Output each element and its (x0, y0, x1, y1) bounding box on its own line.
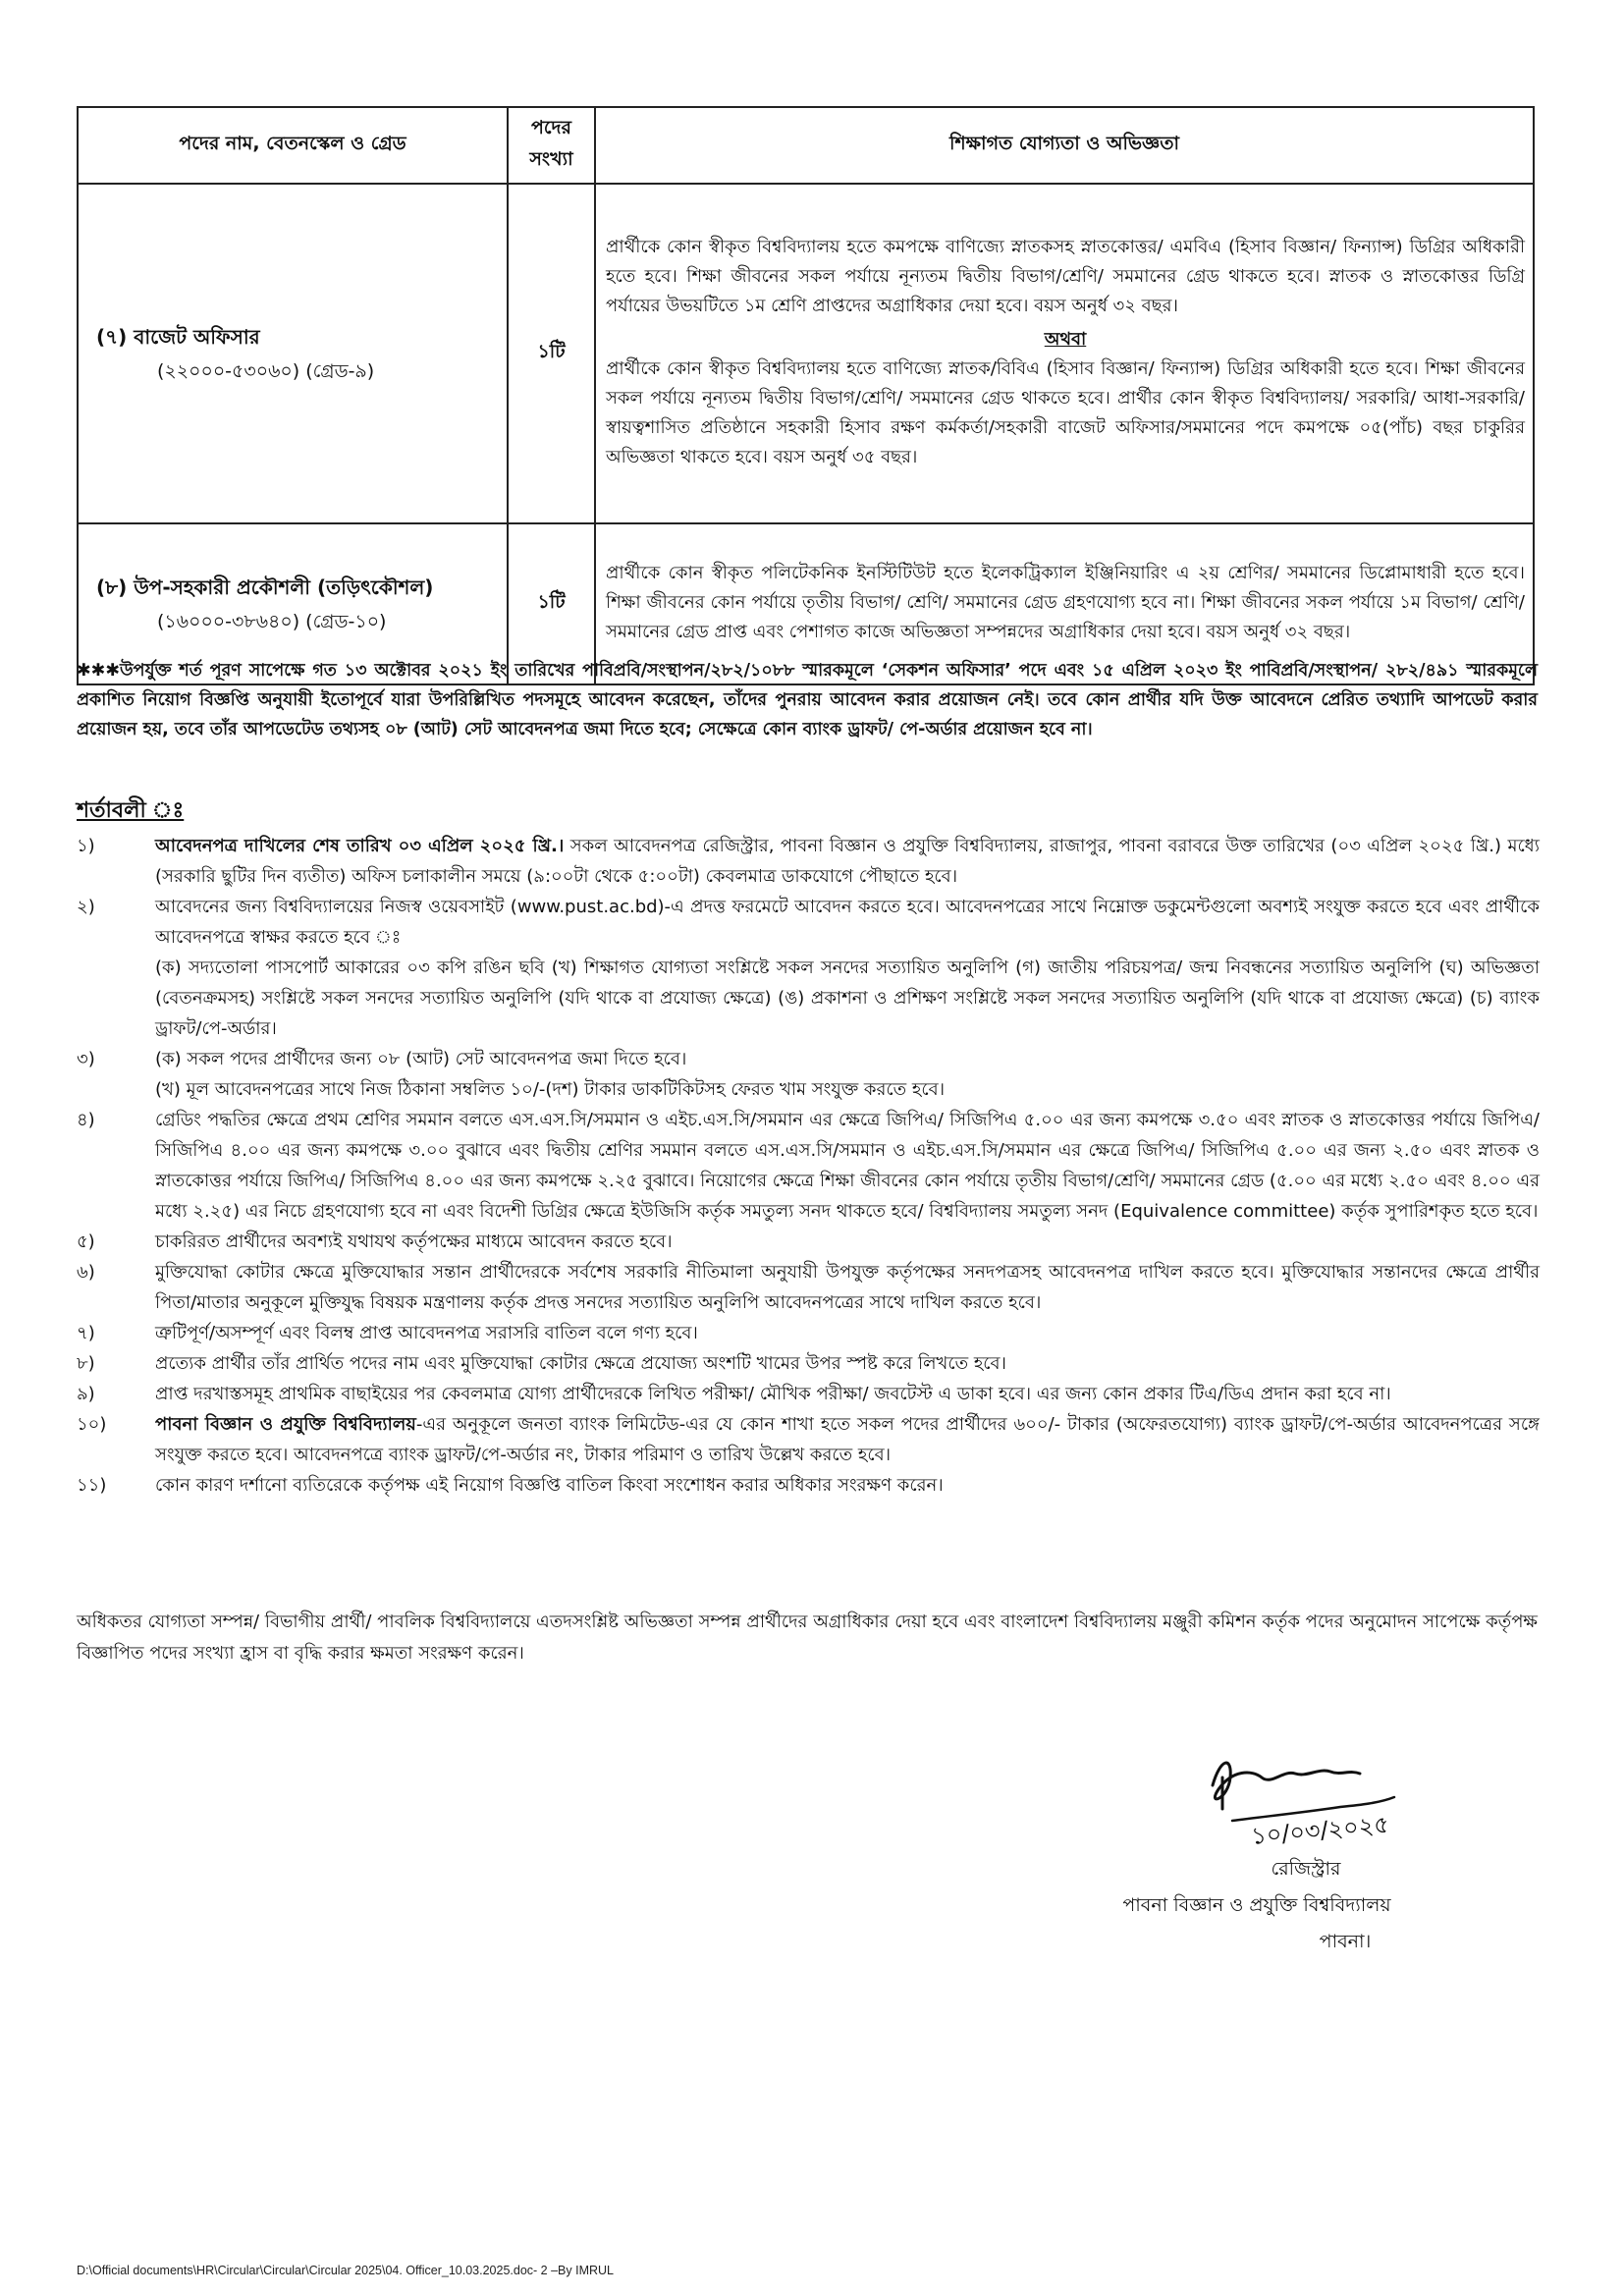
post-name: (৮) উপ-সহকারী প্রকৌশলী (তড়িৎকৌশল) (96, 575, 434, 599)
post-name: (৭) বাজেট অফিসার (96, 325, 260, 349)
conditions-list (77, 831, 1540, 1501)
list-item (77, 1348, 1540, 1379)
signatory-title: রেজিস্ট্রার (1271, 1858, 1341, 1880)
list-item (77, 892, 1540, 1044)
qualification-text: প্রার্থীকে কোন স্বীকৃত বিশ্ববিদ্যালয় হতে কমপক্ষে বাণিজ্যে স্নাতকসহ স্নাতকোত্তর/ এমবিএ (হিসাব বিজ্ঞান/ ফিন্যান্স) ডিগ্রির অধিকারী হতে হবে। শিক্ষা জীবনের সকল পর্যায়ে নূন্যতম দ্বিতীয় বিভাগ/শ্রেণি/ সমমানের গ্রেড থাকতে হবে। স্নাতক ও স্নাতকোত্তর ডিগ্রি পর্যায়ের উভয়টিতে ১ম শ্রেণি প্রাপ্তদের অগ্রাধিকার দেয়া হবে। বয়স অনুর্ধ ৩২ বছর। (606, 237, 1525, 316)
condition-body: কোন কারণ দর্শানো ব্যতিরেকে কর্তৃপক্ষ এই নিয়োগ বিজ্ঞপ্তি বাতিল কিংবা সংশোধন করার অধিকার সংরক্ষণ করেন। (155, 1475, 944, 1496)
signatory-institution: পাবনা বিজ্ঞান ও প্রযুক্তি বিশ্ববিদ্যালয় (1122, 1894, 1391, 1916)
condition-sub: (খ) মূল আবেদনপত্রের সাথে নিজ ঠিকানা সম্বলিত ১০/-(দশ) টাকার ডাকটিকিটসহ ফেরত খাম সংযুক্ত করতে হবে। (155, 1079, 946, 1100)
closing-paragraph: অধিকতর যোগ্যতা সম্পন্ন/ বিভাগীয় প্রার্থী/ পাবলিক বিশ্ববিদ্যালয়ে এতদসংশ্লিষ্ট অভিজ্ঞতা সম্পন্ন প্রার্থীদের অগ্রাধিকার দেয়া হবে এবং বাংলাদেশ বিশ্ববিদ্যালয় মঞ্জুরী কমিশন কর্তৃক পদের অনুমোদন সাপেক্ষে কর্তৃপক্ষ বিজ্ঞাপিত পদের সংখ্যা হ্রাস বা বৃদ্ধি করার ক্ষমতা সংরক্ষণ করেন। (77, 1612, 1538, 1664)
condition-number: ৭) (77, 1323, 95, 1343)
list-item (77, 1105, 1540, 1227)
condition-number: ৯) (77, 1384, 95, 1404)
condition-body: আবেদনের জন্য বিশ্ববিদ্যালয়ের নিজস্ব ওয়েবসাইট (www.pust.ac.bd)-এ প্রদত্ত ফরমেটে আবেদন করতে হবে। আবেদনপত্রের সাথে নিম্নোক্ত ডকুমেন্টগুলো অবশ্যই সংযুক্ত করতে হবে এবং প্রার্থীকে আবেদনপত্রে স্বাক্ষর করতে হবে ঃ (155, 897, 1540, 948)
condition-body: চাকরিরত প্রার্থীদের অবশ্যই যথাযথ কর্তৃপক্ষের মাধ্যমে আবেদন করতে হবে। (155, 1231, 673, 1252)
condition-number: ১১) (77, 1475, 107, 1496)
condition-bold: পাবনা বিজ্ঞান ও প্রযুক্তি বিশ্ববিদ্যালয় (155, 1414, 416, 1435)
table-row (78, 184, 1534, 523)
condition-number: ৫) (77, 1231, 95, 1252)
post-cell (78, 184, 508, 523)
header-qualification: শিক্ষাগত যোগ্যতা ও অভিজ্ঞতা (595, 107, 1534, 184)
condition-body: সকল আবেদনপত্র রেজিস্ট্রার, পাবনা বিজ্ঞান ও প্রযুক্তি বিশ্ববিদ্যালয়, রাজাপুর, পাবনা বরাবরে উক্ত তারিখের (০৩ এপ্রিল ২০২৫ খ্রি.) মধ্যে (সরকারি ছুটির দিন ব্যতীত) অফিস চলাকালীন সময়ে (৯:০০টা থেকে ৫:০০টা) কেবলমাত্র ডাকযোগে পৌছাতে হবে। (155, 836, 1540, 887)
list-item (77, 1227, 1540, 1257)
list-item (77, 1044, 1540, 1105)
table-header-row (78, 107, 1534, 184)
condition-number: ১০) (77, 1414, 107, 1435)
condition-text (155, 831, 1540, 892)
condition-sub: (ক) সদ্যতোলা পাসপোর্ট আকারের ০৩ কপি রঙিন ছবি (খ) শিক্ষাগত যোগ্যতা সংশ্লিষ্টে সকল সনদের সত্যায়িত অনুলিপি (গ) জাতীয় পরিচয়পত্র/ জন্ম নিবন্ধনের সত্যায়িত অনুলিপি (ঘ) অভিজ্ঞতা (বেতনক্রমসহ) সংশ্লিষ্টে সকল সনদের সত্যায়িত অনুলিপি (যদি থাকে বা প্রযোজ্য ক্ষেত্রে) (ঙ) প্রকাশনা ও প্রশিক্ষণ সংশ্লিষ্টে সকল সনদের সত্যায়িত অনুলিপি (যদি থাকে বা প্রযোজ্য ক্ষেত্রে) (চ) ব্যাংক ড্রাফট/পে-অর্ডার। (155, 957, 1540, 1039)
condition-body: প্রত্যেক প্রার্থীর তাঁর প্রার্থিত পদের নাম এবং মুক্তিযোদ্ধা কোটার ক্ষেত্রে প্রযোজ্য অংশটি খামের উপর স্পষ্ট করে লিখতে হবে। (155, 1353, 1006, 1374)
condition-body: মুক্তিযোদ্ধা কোটার ক্ষেত্রে মুক্তিযোদ্ধার সন্তান প্রার্থীদেরকে সর্বশেষ সরকারি নীতিমালা অনুযায়ী উপযুক্ত কর্তৃপক্ষের সনদপত্রসহ আবেদনপত্র দাখিল করতে হবে। মুক্তিযোদ্ধার সন্তানদের ক্ষেত্রে প্রার্থীর পিতা/মাতার অনুকূলে মুক্তিযুদ্ধ বিষয়ক মন্ত্রণালয় কর্তৃক প্রদত্ত সনদের সত্যায়িত অনুলিপি আবেদনপত্রের সাথে দাখিল করতে হবে। (155, 1262, 1540, 1313)
posts-table (77, 106, 1535, 685)
condition-number: ১) (77, 836, 95, 856)
condition-text (155, 1409, 1540, 1470)
condition-number: ৪) (77, 1110, 95, 1130)
qualification-alt-text: প্রার্থীকে কোন স্বীকৃত বিশ্ববিদ্যালয় হতে বাণিজ্যে স্নাতক/বিবিএ (হিসাব বিজ্ঞান/ ফিন্যান্স) ডিগ্রির অধিকারী হতে হবে। শিক্ষা জীবনের সকল পর্যায়ে নূন্যতম দ্বিতীয় বিভাগ/শ্রেণি/ সমমানের গ্রেড থাকতে হবে। প্রার্থীর কোন স্বীকৃত বিশ্ববিদ্যালয়/ সরকারি/ আধা-সরকারি/ স্বায়ত্বশাসিত প্রতিষ্ঠানে সহকারী হিসাব রক্ষণ কর্মকর্তা/সহকারী বাজেট অফিসার/সমমানের পদে কমপক্ষে ০৫(পাঁচ) বছর চাকুরির অভিজ্ঞতা থাকতে হবে। বয়স অনুর্ধ ৩৫ বছর। (606, 358, 1525, 467)
signature-image (1193, 1748, 1409, 1866)
condition-body: প্রাপ্ত দরখাস্তসমূহ প্রাথমিক বাছাইয়ের পর কেবলমাত্র যোগ্য প্রার্থীদেরকে লিখিত পরীক্ষা/ মৌখিক পরীক্ষা/ জবটেস্ট এ ডাকা হবে। এর জন্য কোন প্রকার টিএ/ডিএ প্রদান করা হবে না। (155, 1384, 1391, 1404)
list-item (77, 1257, 1540, 1318)
condition-number: ৮) (77, 1353, 95, 1374)
signatory-city: পাবনা। (1319, 1931, 1372, 1952)
post-scale: (২২০০০-৫৩০৬০) (গ্রেড-৯) (157, 360, 375, 382)
qualification-cell (595, 184, 1534, 523)
condition-number: ২) (77, 897, 95, 917)
condition-body: -এর অনুকূলে জনতা ব্যাংক লিমিটেড-এর যে কোন শাখা হতে সকল পদের প্রার্থীদের ৬০০/- টাকার (অফেরতযোগ্য) ব্যাংক ড্রাফট/পে-অর্ডার আবেদনপত্রের সঙ্গে সংযুক্ত করতে হবে। আবেদনপত্রে ব্যাংক ড্রাফট/পে-অর্ডার নং, টাকার পরিমাণ ও তারিখ উল্লেখ করতে হবে। (155, 1414, 1540, 1465)
header-count: পদের সংখ্যা (508, 107, 595, 184)
condition-body: ত্রুটিপূর্ণ/অসম্পূর্ণ এবং বিলম্ব প্রাপ্ত আবেদনপত্র সরাসরি বাতিল বলে গণ্য হবে। (155, 1323, 698, 1343)
list-item (77, 1318, 1540, 1348)
condition-body: গ্রেডিং পদ্ধতির ক্ষেত্রে প্রথম শ্রেণির সমমান বলতে এস.এস.সি/সমমান ও এইচ.এস.সি/সমমান এর ক্ষেত্রে জিপিএ/ সিজিপিএ ৫.০০ এর জন্য কমপক্ষে ৩.৫০ এবং স্নাতক ও স্নাতকোত্তর পর্যায়ে জিপিএ/ সিজিপিএ ৪.০০ এর জন্য কমপক্ষে ৩.০০ বুঝাবে এবং দ্বিতীয় শ্রেণির সমমান বলতে এস.এস.সি/সমমান ও এইচ.এস.সি/সমমান এর ক্ষেত্রে জিপিএ/ সিজিপিএ ৫.০০ এর জন্য ২.৫০ এবং স্নাতক ও স্নাতকোত্তর পর্যায়ে জিপিএ/ সিজিপিএ ৪.০০ এর জন্য কমপক্ষে ২.২৫ বুঝাবে। নিয়োগের ক্ষেত্রে শিক্ষা জীবনের কোন পর্যায়ে তৃতীয় বিভাগ/শ্রেণি/ সমমানের গ্রেড (৫.০০ এর মধ্যে ২.৫০ এবং ৪.০০ এর মধ্যে ২.২৫) এর নিচে গ্রহণযোগ্য হবে না এবং বিদেশী ডিগ্রির ক্ষেত্রে ইউজিসি কর্তৃক সমতুল্য সনদ থাকতে হবে/ বিশ্ববিদ্যালয় সমতুল্য সনদ (Equivalence committee) কর্তৃক সুপারিশকৃত হতে হবে। (155, 1110, 1540, 1222)
signature-date: ১০/০৩/২০২৫ (1250, 1810, 1390, 1850)
file-path-footer: D:\Official documents\HR\Circular\Circular\Circular 2025\04. Officer_10.03.2025.doc- 2 –By IMRUL (77, 2264, 614, 2277)
list-item (77, 1379, 1540, 1409)
condition-text (155, 1044, 1540, 1105)
list-item (77, 1409, 1540, 1470)
condition-number: ৩) (77, 1049, 95, 1069)
signature-block (1041, 1851, 1473, 1960)
previous-applicants-note: ✱✱✱উপর্যুক্ত শর্ত পূরণ সাপেক্ষে গত ১৩ অক্টোবর ২০২১ ইং তারিখের পাবিপ্রবি/সংস্থাপন/২৮২/১০৮৮ স্মারকমূলে ‘সেকশন অফিসার’ পদে এবং ১৫ এপ্রিল ২০২৩ ইং পাবিপ্রবি/সংস্থাপন/ ২৮২/৪৯১ স্মারকমূলে প্রকাশিত নিয়োগ বিজ্ঞপ্তি অনুযায়ী ইতোপূর্বে যারা উপরিল্লিখিত পদসমূহে আবেদন করেছেন, তাঁদের পুনরায় আবেদন করার প্রয়োজন নেই। তবে কোন প্রার্থীর যদি উক্ত আবেদনে প্রেরিত তথ্যাদি আপডেট করার প্রয়োজন হয়, তবে তাঁর আপডেটেড তথ্যসহ ০৮ (আট) সেট আবেদনপত্র জমা দিতে হবে; সেক্ষেত্রে কোন ব্যাংক ড্রাফট/ পে-অর্ডার প্রয়োজন হবে না। (77, 661, 1538, 739)
qualification-text: প্রার্থীকে কোন স্বীকৃত পলিটেকনিক ইনস্টিটিউট হতে ইলেকট্রিক্যাল ইঞ্জিনিয়ারিং এ ২য় শ্রেণির/ সমমানের ডিপ্লোমাধারী হতে হবে। শিক্ষা জীবনের কোন পর্যায়ে তৃতীয় বিভাগ/ শ্রেণি/ সমমানের গ্রেড গ্রহণযোগ্য হবে না। শিক্ষা জীবনের সকল পর্যায়ে ১ম বিভাগ/ শ্রেণি/ সমমানের গ্রেড প্রাপ্ত এবং পেশাগত কাজে অভিজ্ঞতা সম্পন্নদের অগ্রাধিকার দেয়া হবে। বয়স অনুর্ধ ৩২ বছর। (606, 563, 1525, 642)
conditions-heading: শর্তাবলী ঃ (77, 798, 185, 823)
condition-number: ৬) (77, 1262, 95, 1283)
list-item (77, 831, 1540, 892)
condition-bold: আবেদনপত্র দাখিলের শেষ তারিখ ০৩ এপ্রিল ২০২৫ খ্রি.। (155, 836, 565, 856)
post-scale: (১৬০০০-৩৮৬৪০) (গ্রেড-১০) (157, 611, 387, 632)
header-post: পদের নাম, বেতনস্কেল ও গ্রেড (78, 107, 508, 184)
or-label: অথবা (1044, 329, 1087, 350)
list-item (77, 1470, 1540, 1501)
condition-body: (ক) সকল পদের প্রার্থীদের জন্য ০৮ (আট) সেট আবেদনপত্র জমা দিতে হবে। (155, 1049, 687, 1069)
condition-text (155, 892, 1540, 1044)
post-count: ১টি (508, 523, 595, 684)
post-count: ১টি (508, 184, 595, 523)
